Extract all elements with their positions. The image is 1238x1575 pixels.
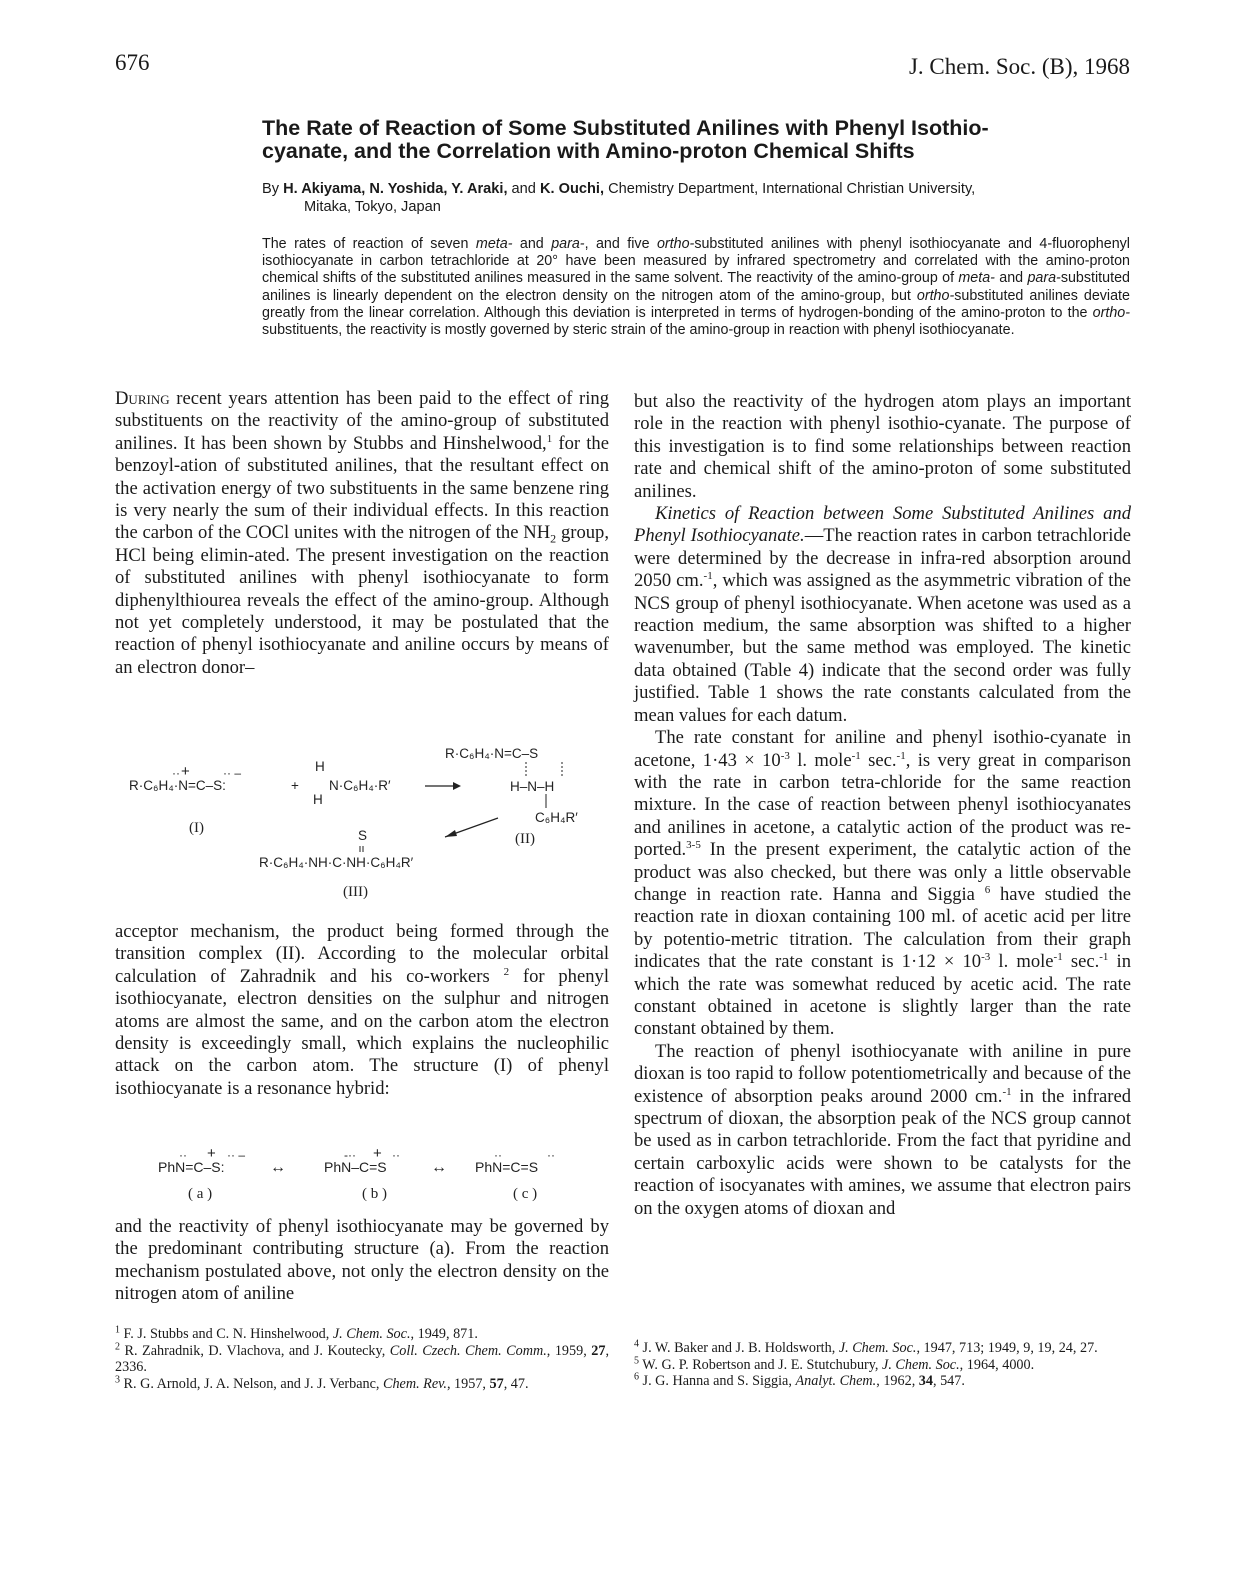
body-text: , is very great in comparison with the rate in carbon tetra-chloride for the same reaction mixture. In the case of reaction between phenyl isothiocyanates and anilines in acetone, a catalytic action of the product was re-ported. bbox=[634, 749, 1131, 861]
body-text: but also the reactivity of the hydrogen atom plays an important role in the reaction with phenyl isothio-cyanate. The purpose of this investigation is to find some relationships between reaction rate and chemical shift of the amino-proton of some substituted anilines. bbox=[634, 391, 1131, 502]
affiliation: Chemistry Department, International Christian University, bbox=[604, 181, 976, 197]
footnote-text: , 1949, 871. bbox=[410, 1326, 478, 1342]
reference-marker: 2 bbox=[503, 965, 510, 978]
footnote-text: , 547. bbox=[932, 1373, 965, 1390]
journal-name: J. Chem. Soc. bbox=[838, 1340, 917, 1356]
body-text: The reaction of phenyl isothiocyanate with aniline in pure dioxan is too rapid to follow potentiometrically and because of the existence of absorption peaks around 2000 cm. bbox=[634, 1040, 1131, 1107]
body-text: The rate constant for aniline and phenyl isothio-cyanate in acetone, 1·43 × 10 bbox=[634, 727, 1131, 771]
abstract-text: , and five bbox=[584, 236, 657, 252]
lone-pair-dots: ·· – bbox=[227, 1148, 245, 1162]
body-text: In the present experiment, the catalytic action of the product was also checked, but there was only a little observable change in reaction rate. Hanna and Siggia bbox=[634, 839, 1131, 905]
footnote-text: F. J. Stubbs and C. N. Hinshelwood, bbox=[120, 1326, 333, 1342]
footnote bbox=[634, 1373, 1131, 1390]
footnote-text: R. G. Arnold, J. A. Nelson, and J. J. Verbanc, bbox=[120, 1375, 383, 1392]
author-last: K. Ouchi, bbox=[539, 181, 605, 197]
abstract bbox=[262, 236, 1130, 339]
abstract-text: substituted anilines deviate greatly from the linear correlation. Although this deviation is interpreted in terms of hydrogen-bonding of the amino-proton to the bbox=[262, 287, 1130, 321]
lone-pair-dots: ·· bbox=[547, 1148, 555, 1162]
lone-pair-dots: ·· bbox=[179, 1148, 187, 1162]
arrowhead bbox=[453, 782, 461, 790]
superscript: -1 bbox=[703, 570, 713, 583]
author-names: H. Akiyama, N. Yoshida, Y. Araki, bbox=[283, 181, 508, 197]
footnote bbox=[115, 1376, 609, 1393]
reactant-isothiocyanate: R·C₆H₄·N=C–S: bbox=[129, 778, 226, 793]
left-column-intro bbox=[115, 388, 609, 679]
reaction-scheme bbox=[115, 738, 615, 910]
lone-pair-dots: -·· bbox=[344, 1148, 356, 1162]
abstract-italic: ortho- bbox=[1092, 304, 1130, 321]
body-text: for the benzoyl-ation of substituted anilines, that the resultant effect on the activation energy of two substituents in the same benzene ring is very nearly the sum of their individual effects. In this reaction the carbon of the COCl unites with the nitrogen of the NH bbox=[115, 432, 609, 544]
abstract-text: The rates of reaction of seven bbox=[262, 236, 476, 252]
resonance-arrow: ↔ bbox=[431, 1159, 447, 1176]
footnote-number: 6 bbox=[634, 1371, 639, 1383]
title-line-2: cyanate, and the Correlation with Amino-proton Chemical Shifts bbox=[262, 139, 915, 163]
lone-pair-dots: ·· bbox=[494, 1148, 502, 1162]
amine-h-bottom: H bbox=[313, 792, 323, 807]
label-I: (I) bbox=[189, 820, 204, 836]
footnotes-right bbox=[634, 1340, 1131, 1390]
footnote bbox=[115, 1340, 609, 1376]
body-text: in which the rate was somewhat reduced by acetic acid. The rate constant obtained in acetone is slightly larger than the rate constant obtained by them. bbox=[634, 951, 1131, 1040]
lone-pair-dots: ·· bbox=[172, 766, 180, 780]
volume: 27 bbox=[591, 1342, 606, 1359]
superscript: -3 bbox=[780, 749, 790, 762]
journal-name: J. Chem. Soc. bbox=[882, 1356, 960, 1373]
footnote-text: , 2336. bbox=[115, 1342, 609, 1376]
footnote-number: 2 bbox=[115, 1340, 120, 1352]
label-III: (III) bbox=[343, 884, 368, 900]
body-text: l. mole bbox=[789, 749, 852, 771]
abstract-italic: para- bbox=[1027, 270, 1061, 287]
title-line-1: The Rate of Reaction of Some Substituted Anilines with Phenyl Isothio- bbox=[262, 116, 989, 140]
complex-h-n-h: H–N–H bbox=[510, 779, 555, 794]
body-text: for phenyl isothiocyanate, electron densities on the sulphur and nitrogen atoms are almost the same, and on the carbon atom the electron density is exceedingly small, which explains the nucleophilic attack on the carbon atom. The structure (I) of phenyl isothiocyanate is a resonance hybrid: bbox=[115, 965, 609, 1099]
footnote-text: , 1947, 713; 1949, 9, 19, 24, 27. bbox=[916, 1340, 1098, 1356]
abstract-italic: ortho- bbox=[656, 236, 695, 252]
label-b: ( b ) bbox=[362, 1186, 387, 1202]
and-label: and bbox=[507, 181, 540, 197]
superscript: -1 bbox=[1053, 950, 1063, 963]
author-block bbox=[262, 181, 1142, 216]
plus-charge: + bbox=[181, 763, 190, 780]
volume: 34 bbox=[918, 1373, 933, 1390]
structure-b: PhN–C=S bbox=[324, 1159, 387, 1175]
superscript: -1 bbox=[896, 749, 906, 762]
body-text: group, HCl being elimin-ated. The present investigation on the reaction of substituted anilines with phenyl isothiocyanate to form diphenylthiourea reveals the effect of the amino-group. Although not yet completely understood, it may be postulated that the reaction of phenyl isothiocyanate and aniline occurs by means of an electron donor– bbox=[115, 522, 609, 678]
amine-formula: N·C₆H₄·R′ bbox=[329, 778, 391, 793]
plus-charge: + bbox=[373, 1145, 382, 1162]
body-text: acceptor mechanism, the product being formed through the transition complex (II). According to the molecular orbital calculation of Zahradnik and his co-workers bbox=[115, 921, 609, 987]
journal-name: J. Chem. Soc. bbox=[332, 1326, 411, 1342]
journal-name: Coll. Czech. Chem. Comm. bbox=[389, 1342, 547, 1359]
plus-charge: + bbox=[207, 1145, 216, 1162]
by-label: By bbox=[262, 181, 284, 197]
footnote-number: 5 bbox=[634, 1354, 639, 1366]
footnote bbox=[634, 1354, 1131, 1374]
abstract-text: substituted anilines is linearly dependent on the electron density on the nitrogen atom of the amino-group, but bbox=[262, 270, 1130, 304]
address: Mitaka, Tokyo, Japan bbox=[304, 198, 441, 215]
body-text: sec. bbox=[860, 749, 897, 771]
body-text: , which was assigned as the asymmetric vibration of the NCS group of phenyl isothiocyanate. When acetone was used as a reaction medium, the same absorption was shifted to a higher wavenumber, but the same method was employed. The kinetic data obtained (Table 4) indicate that the second order was fully justified. Table 1 shows the rate constants calculated from the mean values for each datum. bbox=[634, 570, 1131, 726]
product-thiourea: R·C₆H₄·NH·C·NH·C₆H₄R′ bbox=[259, 855, 414, 870]
thiocarbonyl-s: S bbox=[358, 828, 368, 843]
arrowhead bbox=[445, 830, 457, 837]
lone-pair-dots: ·· – bbox=[223, 766, 241, 780]
body-text: recent years attention has been paid to the effect of ring substituents on the reactivity of the amino-group of substituted anilines. It has been shown by Stubbs and Hinshelwood, bbox=[115, 388, 609, 454]
complex-top-formula: R·C₆H₄·N=C–S bbox=[445, 746, 539, 761]
reference-marker: 6 bbox=[984, 883, 991, 896]
drop-word: During bbox=[115, 388, 170, 409]
footnote-text: , 1957, bbox=[446, 1375, 490, 1392]
body-text: —The reaction rates in carbon tetrachloride were determined by the decrease in infra-red absorption around 2050 cm. bbox=[634, 525, 1131, 592]
subscript: 2 bbox=[550, 532, 557, 547]
left-column-mechanism bbox=[115, 921, 609, 1100]
abstract-italic: para- bbox=[551, 236, 585, 252]
abstract-italic: ortho- bbox=[916, 287, 955, 304]
reference-marker: 1 bbox=[546, 432, 553, 445]
footnote-number: 3 bbox=[115, 1374, 120, 1386]
complex-c6h4r: C₆H₄R′ bbox=[535, 810, 578, 825]
body-text: have studied the reaction rate in dioxan containing 100 ml. of acetic acid per litre by potentio-metric titration. The calculation from their graph indicates that the rate constant is 1·12 × 10 bbox=[634, 883, 1131, 973]
structure-c: PhN=C=S bbox=[475, 1159, 539, 1175]
footnote-number: 1 bbox=[115, 1324, 120, 1336]
superscript: -1 bbox=[1002, 1085, 1012, 1098]
footnote-text: , 1959, bbox=[546, 1342, 592, 1359]
resonance-structures bbox=[150, 1140, 580, 1208]
volume: 57 bbox=[489, 1375, 504, 1392]
label-c: ( c ) bbox=[513, 1186, 538, 1202]
structure-a: PhN=C–S: bbox=[158, 1159, 225, 1175]
footnote-text: J. G. Hanna and S. Siggia, bbox=[639, 1373, 796, 1390]
footnote-number: 4 bbox=[634, 1338, 639, 1350]
footnote bbox=[115, 1326, 609, 1343]
abstract-text: and bbox=[994, 270, 1028, 287]
body-text: in the infrared spectrum of dioxan, the absorption peak of the NCS group cannot be used as in carbon tetrachloride. From the fact that pyridine and certain carboxylic acids were shown to be catalysts for the reaction of isocyanates with amines, we assume that electron pairs on the oxygen atoms of dioxan and bbox=[634, 1085, 1132, 1219]
body-text: and the reactivity of phenyl isothiocyanate may be governed by the predominant contributing structure (a). From the reaction mechanism postulated above, not only the electron density on the nitrogen atom of aniline bbox=[115, 1216, 609, 1305]
footnote bbox=[634, 1340, 1131, 1357]
lone-pair-dots: ·· bbox=[392, 1148, 400, 1162]
right-column bbox=[634, 391, 1131, 1220]
superscript: -3 bbox=[981, 950, 991, 963]
footnote-text: , 1962, bbox=[876, 1373, 919, 1390]
label-a: ( a ) bbox=[188, 1186, 213, 1202]
section-heading: Kinetics of Reaction between Some Substituted Anilines and Phenyl Isothiocyanate. bbox=[634, 503, 1131, 547]
superscript: -1 bbox=[1099, 950, 1109, 963]
plus-sign: + bbox=[291, 778, 299, 793]
page-number: 676 bbox=[115, 50, 150, 75]
left-column-conclusion bbox=[115, 1216, 609, 1306]
journal-name: Chem. Rev. bbox=[382, 1375, 447, 1392]
amine-h-top: H bbox=[315, 759, 325, 774]
footnotes-left bbox=[115, 1326, 609, 1392]
abstract-text: substituents, the reactivity is mostly governed by steric strain of the amino-group in reaction with phenyl isothiocyanate. bbox=[262, 322, 1015, 339]
footnote-text: , 47. bbox=[503, 1375, 529, 1392]
label-II: (II) bbox=[515, 831, 535, 847]
footnote-text: R. Zahradnik, D. Vlachova, and J. Koutecky, bbox=[120, 1342, 390, 1359]
resonance-arrow: ↔ bbox=[270, 1159, 286, 1176]
footnote-text: W. G. P. Robertson and J. E. Stutchubury, bbox=[639, 1356, 883, 1373]
body-text: l. mole bbox=[990, 951, 1054, 973]
superscript: -1 bbox=[851, 749, 861, 762]
abstract-text: substituted anilines with phenyl isothiocyanate and 4-fluorophenyl isothiocyanate in carbon tetrachloride at 20° have been measured by infrared spectrometry and correlated with the amino-proton chemical shifts of the substituted anilines measured in the same solvent. The reactivity of the amino-group of bbox=[262, 236, 1130, 287]
reference-marker: 3-5 bbox=[686, 838, 701, 851]
footnote-text: , 1964, 4000. bbox=[959, 1356, 1035, 1373]
footnote-text: J. W. Baker and J. B. Holdsworth, bbox=[639, 1340, 839, 1356]
abstract-italic: meta- bbox=[958, 270, 995, 287]
abstract-italic: meta- bbox=[475, 236, 513, 252]
article-title bbox=[262, 117, 1138, 163]
abstract-text: and bbox=[512, 236, 552, 252]
journal-citation: J. Chem. Soc. (B), 1968 bbox=[908, 54, 1130, 79]
journal-name: Analyt. Chem. bbox=[795, 1373, 877, 1390]
body-text: sec. bbox=[1062, 951, 1100, 973]
